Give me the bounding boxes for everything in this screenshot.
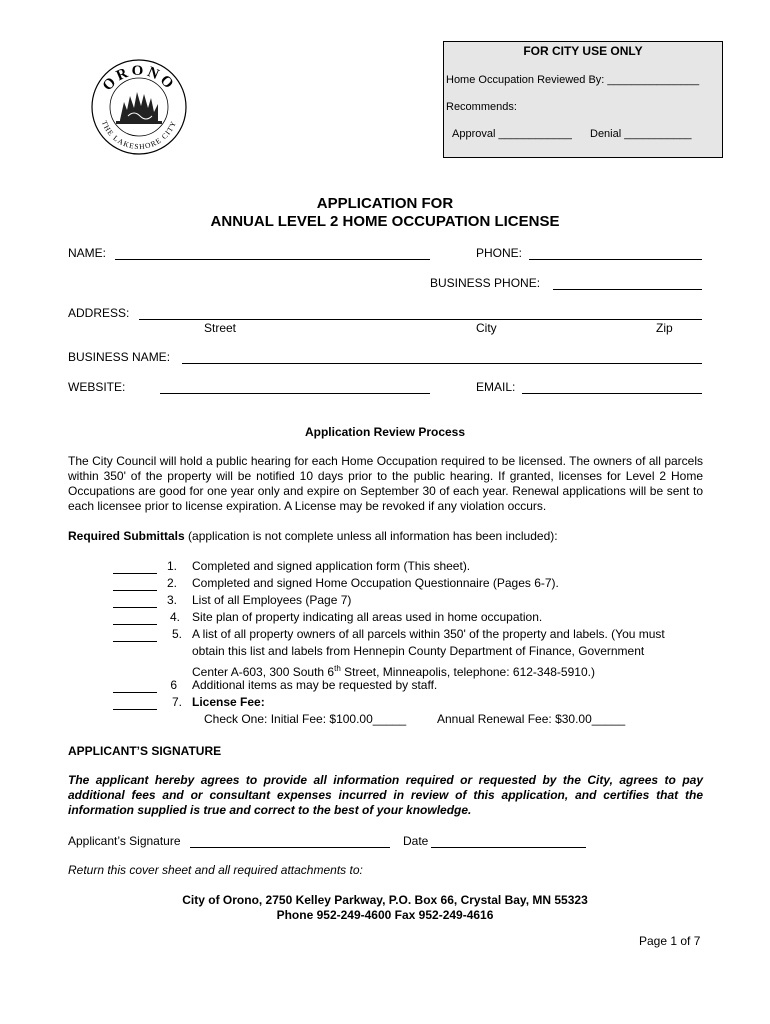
item-7-check-line[interactable]: [113, 709, 157, 710]
website-input-line[interactable]: [160, 393, 430, 394]
business-phone-input-line[interactable]: [553, 289, 702, 290]
item-1-text: Completed and signed application form (This sheet).: [192, 559, 471, 573]
submittals-note: (application is not complete unless all information has been included):: [184, 529, 558, 543]
city-seal-logo: [90, 58, 188, 156]
business-name-input-line[interactable]: [182, 363, 702, 364]
recommends-label: Recommends:: [446, 101, 517, 113]
item-3-text: List of all Employees (Page 7): [192, 593, 352, 607]
renewal-fee-option[interactable]: Annual Renewal Fee: $30.00_____: [437, 712, 626, 726]
item-5-check-line[interactable]: [113, 641, 157, 642]
name-input-line[interactable]: [115, 259, 430, 260]
item-5-number: 5.: [171, 627, 182, 641]
item-4-text: Site plan of property indicating all areas used in home occupation.: [192, 610, 543, 624]
applicant-signature-label: Applicant’s Signature: [68, 834, 181, 848]
phone-label: PHONE:: [476, 246, 523, 260]
email-label: EMAIL:: [476, 380, 516, 394]
footer-address: City of Orono, 2750 Kelley Parkway, P.O. Box 66, Crystal Bay, MN 55323: [182, 893, 588, 907]
svg-text:ORONO: [100, 63, 179, 94]
item-6-check-line[interactable]: [113, 692, 157, 693]
approval-field[interactable]: Approval ____________: [452, 128, 572, 140]
page-title-line2: ANNUAL LEVEL 2 HOME OCCUPATION LICENSE: [210, 213, 560, 230]
denial-field[interactable]: Denial ___________: [590, 128, 692, 140]
footer-phone-fax: Phone 952-249-4600 Fax 952-249-4616: [276, 908, 494, 922]
item-5-line2: obtain this list and labels from Hennepin County Department of Finance, Government: [192, 644, 645, 658]
item-2-text: Completed and signed Home Occupation Questionnaire (Pages 6-7).: [192, 576, 559, 590]
date-input-line[interactable]: [431, 847, 586, 848]
zip-caption: Zip: [656, 321, 673, 335]
orono-seal-icon: [90, 58, 188, 156]
website-label: WEBSITE:: [68, 380, 126, 394]
item-5-line3-end: Street, Minneapolis, telephone: 612-348-5910.): [340, 665, 595, 679]
city-use-only-box: [443, 41, 723, 158]
item-4-check-line[interactable]: [113, 624, 157, 625]
applicant-signature-line[interactable]: [190, 847, 390, 848]
item-5-line1: A list of all property owners of all parcels within 350' of the property and labels. (You must: [192, 627, 665, 641]
city-caption: City: [476, 321, 497, 335]
page-title-line1: APPLICATION FOR: [316, 195, 454, 212]
item-3-number: 3.: [166, 593, 177, 607]
initial-fee-option[interactable]: Check One: Initial Fee: $100.00_____: [204, 712, 407, 726]
seal-bottom-text: THE LAKESHORE CITY: [99, 119, 179, 152]
item-6-text: Additional items as may be requested by staff.: [192, 678, 438, 692]
item-2-check-line[interactable]: [113, 590, 157, 591]
item-6-number: 6: [170, 678, 177, 692]
phone-input-line[interactable]: [529, 259, 702, 260]
item-5-line3-start: Center A-603, 300 South 6: [192, 665, 335, 679]
item-1-check-line[interactable]: [113, 573, 157, 574]
review-paragraph: The City Council will hold a public hearing for each Home Occupation required to be licensed. The owners of all parcels within 350' of the property will be notified 10 days prior to the public hearing. If granted, licenses for Level 2 Home Occupations are good for one year only and expire on September 30 of each year. Renewal applications will be sent to each licensee prior to license expiration. A License may be revoked if any violation occurs.: [68, 454, 703, 513]
submittals-heading: Required Submittals: [68, 529, 185, 543]
city-use-title: FOR CITY USE ONLY: [523, 44, 643, 58]
name-label: NAME:: [68, 246, 107, 260]
item-3-check-line[interactable]: [113, 607, 157, 608]
item-5-superscript: th: [334, 664, 341, 673]
reviewed-by-field[interactable]: Home Occupation Reviewed By: _______________: [446, 74, 700, 86]
signature-heading: APPLICANT’S SIGNATURE: [68, 744, 222, 758]
business-name-label: BUSINESS NAME:: [68, 350, 171, 364]
item-4-number: 4.: [169, 610, 180, 624]
address-input-line[interactable]: [139, 319, 702, 320]
return-note: Return this cover sheet and all required attachments to:: [68, 863, 363, 877]
signature-statement: The applicant hereby agrees to provide all information required or requested by the City, agrees to pay additional fees and or consultant expenses incurred in review of this application, and certifies that the information supplied is true and correct to the best of your knowledge.: [68, 773, 703, 817]
item-7-number: 7.: [171, 695, 182, 709]
email-input-line[interactable]: [522, 393, 702, 394]
date-label: Date: [403, 834, 429, 848]
submittals-heading-row: [68, 529, 558, 543]
item-1-number: 1.: [166, 559, 177, 573]
business-phone-label: BUSINESS PHONE:: [430, 276, 541, 290]
address-label: ADDRESS:: [68, 306, 130, 320]
item-2-number: 2.: [166, 576, 177, 590]
seal-top-text: ORONO: [99, 63, 179, 95]
item-7-text: License Fee:: [192, 695, 265, 709]
review-heading: Application Review Process: [304, 425, 466, 439]
street-caption: Street: [204, 321, 237, 335]
page-number: Page 1 of 7: [639, 934, 701, 948]
